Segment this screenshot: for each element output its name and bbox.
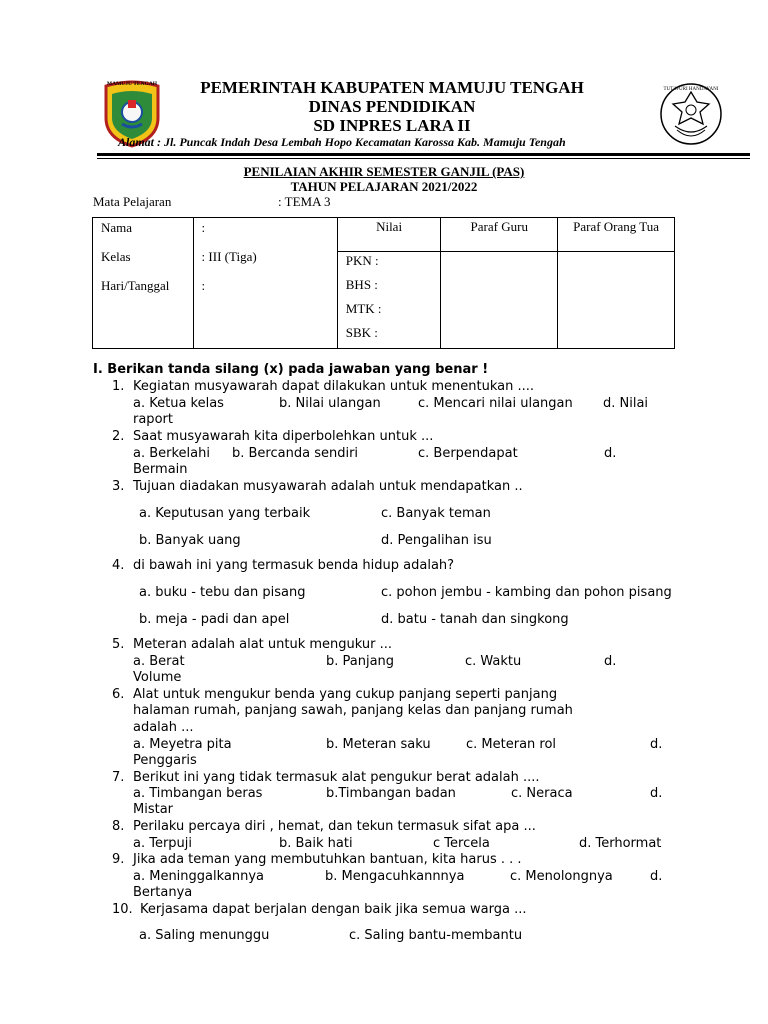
option[interactable]: c. Mencari nilai ulangan <box>418 396 573 411</box>
label-hari-tanggal: Hari/Tanggal <box>101 278 170 293</box>
option-wrap: Mistar <box>133 802 174 817</box>
header-school: SD INPRES LARA II <box>313 116 471 135</box>
score-bhs[interactable]: BHS : <box>345 277 378 292</box>
option[interactable]: d. Terhormat <box>579 836 662 851</box>
option[interactable]: a. Meyetra pita <box>133 737 232 752</box>
option[interactable]: a. Meninggalkannya <box>133 869 265 884</box>
option[interactable]: b. Bercanda sendiri <box>232 446 359 461</box>
paraf-guru-header: Paraf Guru <box>441 218 558 252</box>
question-number: 2. <box>112 429 125 444</box>
option[interactable]: a. Terpuji <box>133 836 193 851</box>
section-title: I. Berikan tanda silang (x) pada jawaban yang benar ! <box>93 362 489 377</box>
question-text: Tujuan diadakan musyawarah adalah untuk mendapatkan .. <box>133 479 523 494</box>
label-nama: Nama <box>101 220 133 235</box>
option[interactable]: d. batu - tanah dan singkong <box>381 612 569 627</box>
option[interactable]: c. Banyak teman <box>381 506 491 521</box>
option[interactable]: a. Berat <box>133 654 185 669</box>
header-department: DINAS PENDIDIKAN <box>308 97 476 116</box>
exam-title: PENILAIAN AKHIR SEMESTER GANJIL (PAS) <box>243 164 525 179</box>
value-nama[interactable]: : <box>201 220 206 235</box>
option[interactable]: a. Keputusan yang terbaik <box>139 506 311 521</box>
option[interactable]: a. Saling menunggu <box>139 928 270 943</box>
question-number: 8. <box>112 819 125 834</box>
question-text: Perilaku percaya diri , hemat, dan tekun termasuk sifat apa ... <box>133 819 536 834</box>
option-wrap: Bermain <box>133 462 188 477</box>
question-number: 1. <box>112 379 125 394</box>
subject-label: Mata Pelajaran <box>93 194 172 209</box>
option-wrap: Volume <box>133 670 182 685</box>
option[interactable]: b. Nilai ulangan <box>279 396 381 411</box>
paraf-ortu-header: Paraf Orang Tua <box>558 218 675 252</box>
option[interactable]: a. Berkelahi <box>133 446 210 461</box>
header-rule-thin <box>97 158 750 159</box>
option[interactable]: a. buku - tebu dan pisang <box>139 585 306 600</box>
logo-right-text: TUT WURI HANDAYANI <box>663 87 719 92</box>
question-text: Kerjasama dapat berjalan dengan baik jika semua warga ... <box>140 902 527 917</box>
logo-left-text: MAMUJU TENGAH <box>106 81 158 87</box>
value-kelas[interactable]: : III (Tiga) <box>201 249 257 264</box>
exam-year: TAHUN PELAJARAN 2021/2022 <box>290 179 478 194</box>
option[interactable]: d. <box>650 737 663 752</box>
value-hari-tanggal[interactable]: : <box>201 278 206 293</box>
header-government: PEMERINTAH KABUPATEN MAMUJU TENGAH <box>200 78 584 97</box>
values-cell[interactable] <box>193 218 337 349</box>
header-rule-thick <box>97 153 750 156</box>
question-text: Alat untuk mengukur benda yang cukup panjang seperti panjang <box>133 687 558 702</box>
option-wrap: Bertanya <box>133 885 193 900</box>
option[interactable]: b. Panjang <box>326 654 395 669</box>
question-text: Jika ada teman yang membutuhkan bantuan, kita harus . . . <box>133 852 522 867</box>
label-kelas: Kelas <box>101 249 131 264</box>
score-mtk[interactable]: MTK : <box>345 301 382 316</box>
option[interactable]: c Tercela <box>433 836 490 851</box>
option[interactable]: b. Baik hati <box>279 836 353 851</box>
question-number: 6. <box>112 687 125 702</box>
option[interactable]: a. Timbangan beras <box>133 786 263 801</box>
option[interactable]: a. Ketua kelas <box>133 396 224 411</box>
question-number: 7. <box>112 770 125 785</box>
option[interactable]: c. Waktu <box>465 654 522 669</box>
question-text: Saat musyawarah kita diperbolehkan untuk ... <box>133 429 434 444</box>
option[interactable]: c. pohon jembu - kambing dan pohon pisang <box>381 585 672 600</box>
option-wrap: raport <box>133 412 173 427</box>
question-text-cont: adalah ... <box>133 720 194 735</box>
option[interactable]: c. Neraca <box>511 786 573 801</box>
question-text: Meteran adalah alat untuk mengukur ... <box>133 637 393 652</box>
option[interactable]: d. <box>604 654 617 669</box>
option[interactable]: c. Meteran rol <box>466 737 557 752</box>
subject-value: : TEMA 3 <box>278 194 331 209</box>
nilai-header: Nilai <box>337 218 441 252</box>
option[interactable]: b. Meteran saku <box>326 737 431 752</box>
option[interactable]: d. <box>650 869 663 884</box>
labels-cell <box>93 218 194 349</box>
question-number: 9. <box>112 852 125 867</box>
option[interactable]: b. Mengacuhkannnya <box>325 869 465 884</box>
option[interactable]: b. Banyak uang <box>139 533 241 548</box>
option-wrap: Penggaris <box>133 753 197 768</box>
score-pkn[interactable]: PKN : <box>345 253 379 268</box>
question-number: 3. <box>112 479 125 494</box>
scores-cell[interactable] <box>337 252 441 349</box>
question-text-cont: halaman rumah, panjang sawah, panjang kelas dan panjang rumah <box>133 703 573 718</box>
paraf-ortu-cell[interactable] <box>558 252 675 349</box>
score-sbk[interactable]: SBK : <box>345 325 378 340</box>
option[interactable]: d. <box>650 786 663 801</box>
option[interactable]: b. meja - padi dan apel <box>139 612 290 627</box>
question-text: Kegiatan musyawarah dapat dilakukan untuk menentukan .... <box>133 379 534 394</box>
question-text: di bawah ini yang termasuk benda hidup adalah? <box>133 558 455 573</box>
option[interactable]: d. Nilai <box>603 396 649 411</box>
option[interactable]: c. Saling bantu-membantu <box>349 928 523 943</box>
question-number: 5. <box>112 637 125 652</box>
question-number: 10. <box>112 902 133 917</box>
question-number: 4. <box>112 558 125 573</box>
question-text: Berikut ini yang tidak termasuk alat pengukur berat adalah .... <box>133 770 540 785</box>
option[interactable]: d. <box>604 446 617 461</box>
paraf-guru-cell[interactable] <box>441 252 558 349</box>
option[interactable]: b.Timbangan badan <box>326 786 456 801</box>
student-info-table <box>92 217 675 349</box>
header-address: Alamat : Jl. Puncak Indah Desa Lembah Hopo Kecamatan Karossa Kab. Mamuju Tengah <box>118 135 566 149</box>
option[interactable]: c. Berpendapat <box>418 446 518 461</box>
option[interactable]: c. Menolongnya <box>510 869 613 884</box>
option[interactable]: d. Pengalihan isu <box>381 533 492 548</box>
